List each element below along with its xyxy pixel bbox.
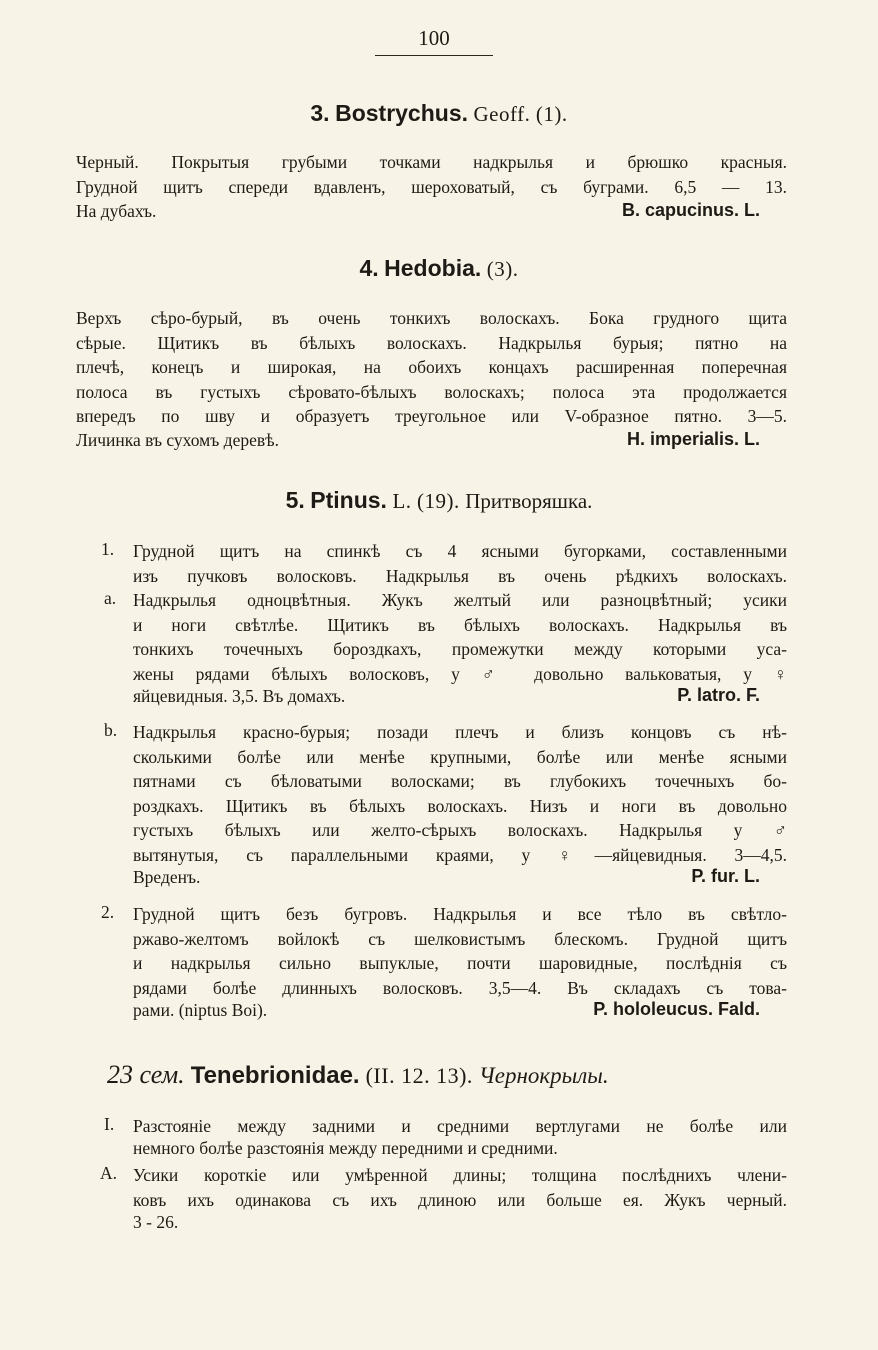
genus-count: (3). <box>486 257 519 281</box>
text-line: впередъ по шву и образуетъ треугольное или V-образное пятно. 3—5. <box>76 406 787 426</box>
text-line: роздкахъ. Щитикъ въ бѣлыхъ волоскахъ. Низъ и ноги въ довольно <box>133 795 787 816</box>
text-line: На дубахъ. <box>76 201 157 221</box>
text-line: ковъ ихъ одинакова съ ихъ длиною или больше ея. Жукъ черный. <box>133 1189 787 1210</box>
text-line: рядами болѣе длинныхъ волосковъ. 3,5—4. Въ складахъ съ това- <box>133 977 787 998</box>
species-name: H. imperialis. L. <box>626 429 760 449</box>
family-number: 23 сем. <box>107 1060 185 1089</box>
heading-tenebrionidae <box>107 1060 609 1090</box>
text-line: сколькими болѣе или менѣе крупными, болѣе или менѣе ясными <box>133 746 787 767</box>
key-marker: A. <box>100 1163 118 1183</box>
text-line: сѣрые. Щитикъ въ бѣлыхъ волоскахъ. Надкрылья бурыя; пятно на <box>76 332 787 353</box>
text-line: жены рядами бѣлыхъ волосковъ, у ♂ довольно вальковатыя, у ♀ <box>133 663 787 684</box>
genus-author: Geoff. <box>473 102 531 126</box>
text-line: пятнами съ бѣловатыми волосками; въ глубокихъ точечныхъ бо- <box>133 771 787 791</box>
text-line: Верхъ сѣро-бурый, въ очень тонкихъ волоскахъ. Бока грудного щита <box>76 308 787 328</box>
species-name: B. capucinus. L. <box>621 200 760 220</box>
text-line: ржаво-желтомъ войлокѣ съ шелковистымъ блескомъ. Грудной щитъ <box>133 928 787 949</box>
text-line: Надкрылья одноцвѣтныя. Жукъ желтый или разноцвѣтный; усики <box>133 590 787 610</box>
text-line: Усики короткiе или умѣренной длины; толщина послѣднихъ члени- <box>133 1165 787 1185</box>
text-line: 3 - 26. <box>133 1212 179 1232</box>
key-marker: 2. <box>101 902 115 922</box>
heading-bostrychus <box>0 100 878 127</box>
key-item-a <box>133 588 787 686</box>
genus-russian-name: Притворяшка. <box>465 489 593 513</box>
text-line: изъ пучковъ волосковъ. Надкрылья въ очень рѣдкихъ волоскахъ. <box>133 565 787 586</box>
text-line: Грудной щитъ безъ бугровъ. Надкрылья и все тѣло въ свѣтло- <box>133 904 787 924</box>
text-line: яйцевидныя. 3,5. Въ домахъ. <box>133 686 346 706</box>
species-name: P. latro. F. <box>677 685 760 705</box>
text-line: Грудной щитъ на спинкѣ съ 4 ясными бугорками, составленными <box>133 541 787 561</box>
heading-ptinus <box>0 487 878 514</box>
genus-number: 3. <box>310 100 330 126</box>
description-bostrychus <box>76 150 787 199</box>
genus-count: (19). <box>417 489 460 513</box>
key-item-A <box>133 1163 787 1212</box>
genus-name: Bostrychus. <box>335 100 469 126</box>
text-line: рами. (niptus Boi). <box>133 1000 268 1020</box>
text-line: тонкихъ точечныхъ бороздкахъ, промежутки между которыми уса- <box>133 639 787 659</box>
genus-name: Hedobia. <box>384 255 482 281</box>
family-name: Tenebrionidae. <box>190 1062 360 1089</box>
text-line: вытянутыя, съ параллельными краями, у ♀—яйцевидныя. 3—4,5. <box>133 844 787 865</box>
key-marker: 1. <box>101 539 115 559</box>
species-name: P. hololeucus. Fald. <box>593 999 760 1019</box>
text-line: Грудной щитъ спереди вдавленъ, шероховатый, съ буграми. 6,5 — 13. <box>76 176 787 197</box>
family-russian-name: Чернокрылы. <box>478 1063 609 1088</box>
text-line: Вреденъ. <box>133 867 201 887</box>
family-count: (II. 12. 13). <box>365 1063 473 1088</box>
genus-number: 5. <box>285 487 305 513</box>
species-name: P. fur. L. <box>691 866 760 886</box>
heading-hedobia <box>0 255 878 282</box>
genus-name: Ptinus. <box>310 487 387 513</box>
key-item-I <box>133 1114 787 1139</box>
genus-number: 4. <box>359 255 379 281</box>
genus-author: L. <box>392 489 412 513</box>
description-hedobia <box>76 306 787 429</box>
text-line: и ноги свѣтлѣе. Щитикъ въ бѣлыхъ волоскахъ. Надкрылья въ <box>133 614 787 635</box>
text-line: полоса въ густыхъ сѣровато-бѣлыхъ волоскахъ; полоса эта продолжается <box>76 381 787 402</box>
text-line: немного болѣе разстоянiя между передними и средними. <box>133 1138 558 1158</box>
key-item-1 <box>133 539 787 588</box>
key-item-2 <box>133 902 787 1000</box>
key-marker: b. <box>104 720 118 740</box>
text-line: Личинка въ сухомъ деревѣ. <box>76 430 280 450</box>
text-line: густыхъ бѣлыхъ или желто-сѣрыхъ волоскахъ. Надкрылья у ♂ <box>133 820 787 840</box>
genus-count: (1). <box>535 102 568 126</box>
text-line: плечѣ, конецъ и широкая, на обоихъ концахъ расширенная поперечная <box>76 357 787 377</box>
text-line: Разстоянiе между задними и средними вертлугами не болѣе или <box>133 1116 787 1136</box>
key-marker: I. <box>104 1114 115 1134</box>
key-marker: a. <box>104 588 117 608</box>
text-line: и надкрылья сильно выпуклые, почти шаровидные, послѣднія съ <box>133 953 787 973</box>
key-item-b <box>133 720 787 867</box>
page-number: 100 <box>375 26 493 56</box>
text-line: Черный. Покрытыя грубыми точками надкрылья и брюшко красныя. <box>76 152 787 172</box>
text-line: Надкрылья красно-бурыя; позади плечъ и близъ концовъ съ нѣ- <box>133 722 787 742</box>
